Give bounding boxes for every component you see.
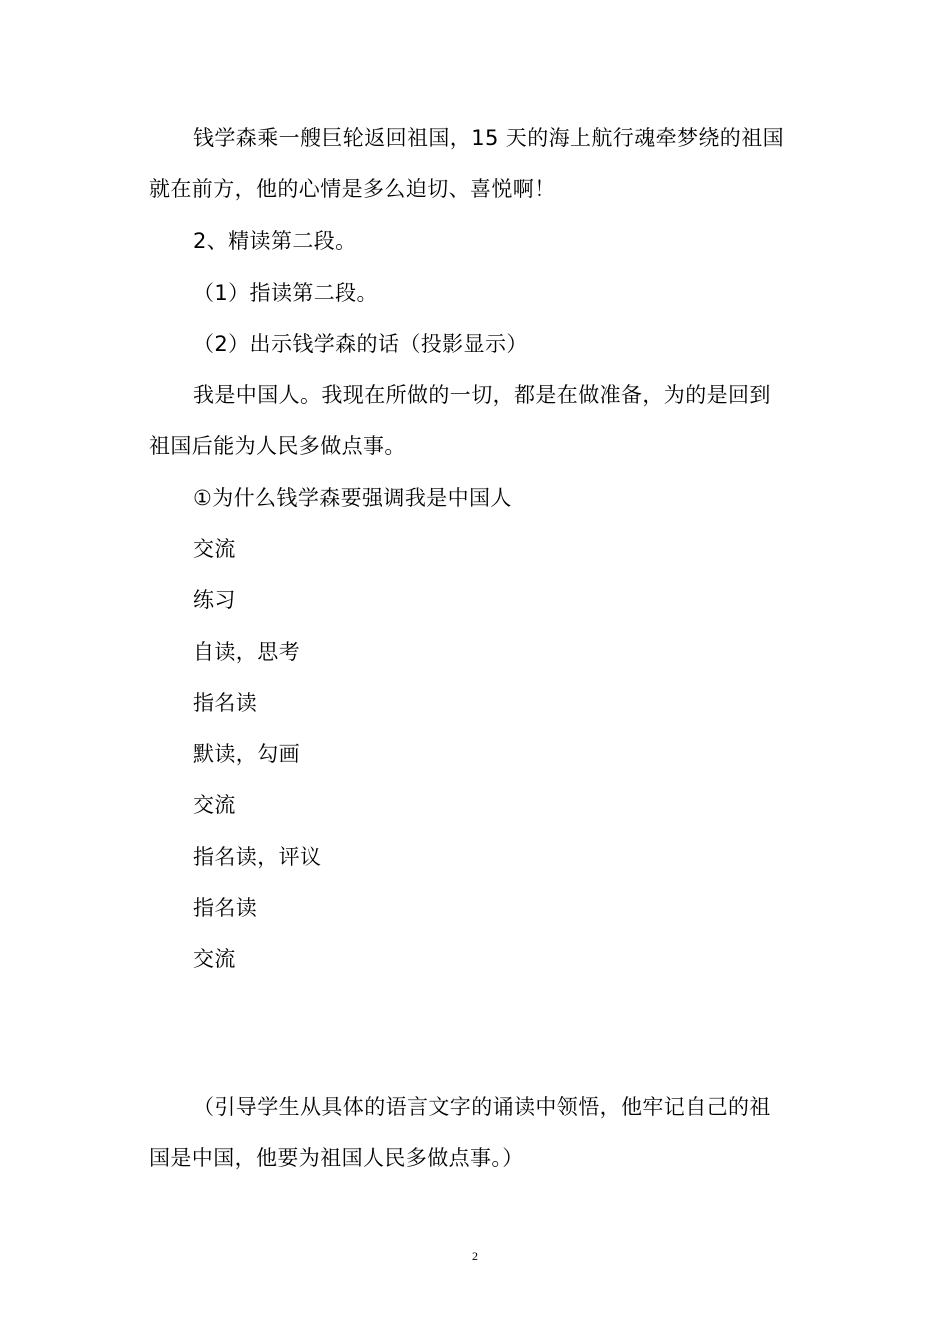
activity-item: 默读，勾画 — [193, 742, 300, 766]
step-line: （1）指读第二段。 — [193, 281, 378, 305]
paragraph-line: 钱学森乘一艘巨轮返回祖国，15 天的海上航行魂牵梦绕的祖国 — [193, 126, 784, 150]
note-line: 国是中国，他要为祖国人民多做点事。） — [149, 1146, 524, 1170]
paragraph-line: 就在前方，他的心情是多么迫切、喜悦啊！ — [149, 177, 556, 201]
question-line: ①为什么钱学森要强调我是中国人 — [193, 486, 512, 510]
note-line: （引导学生从具体的语言文字的诵读中领悟，他牢记自己的祖 — [193, 1095, 771, 1119]
activity-item: 指名读 — [193, 896, 258, 920]
quote-line: 祖国后能为人民多做点事。 — [149, 434, 406, 458]
quote-line: 我是中国人。我现在所做的一切，都是在做准备，为的是回到 — [193, 383, 771, 407]
activity-item: 交流 — [193, 793, 236, 817]
activity-item: 练习 — [193, 588, 236, 612]
page-number: 2 — [472, 1249, 478, 1263]
activity-item: 自读，思考 — [193, 640, 300, 664]
activity-item: 交流 — [193, 947, 236, 971]
activity-item: 指名读，评议 — [193, 845, 322, 869]
activity-item: 指名读 — [193, 691, 258, 715]
activity-item: 交流 — [193, 537, 236, 561]
section-heading: 2、精读第二段。 — [193, 229, 357, 253]
step-line: （2）出示钱学森的话（投影显示） — [193, 332, 528, 356]
